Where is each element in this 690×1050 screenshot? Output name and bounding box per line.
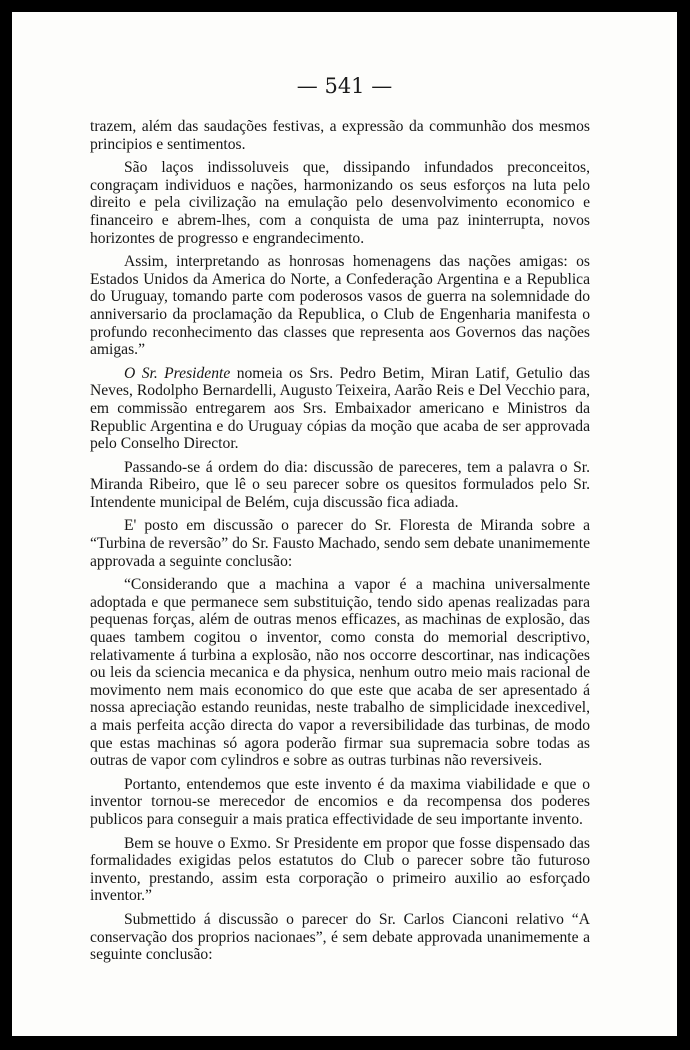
page-number-header: — 541 —: [296, 74, 393, 98]
document-page: [12, 12, 677, 1036]
paragraph-presidente-text: nomeia os Srs. Pedro Betim, Miran Latif, Getulio das Neves, Rodolpho Bernardelli, Augusto Teixeira, Aarão Reis e Del Vecchio para, em commissão entregarem aos Srs. Embaixador americano e Ministros da Republic Argentina e do Uruguay cópias da moção que acaba de ser approvada pelo Conselho Director.: [90, 364, 590, 453]
paragraph-presidente: [90, 365, 590, 453]
page-body: [90, 118, 590, 970]
speaker-label: O Sr. Presidente: [124, 364, 231, 382]
paragraph-lacos: São laços indissoluveis que, dissipando infundados preconceitos, congraçam individuos e nações, harmonizando os seus esforços na luta pelo direito e pela civilização na emulação pelo desenvolvimento economico e financeiro e abrem-lhes, com a conquista de uma paz ininterrupta, novos horizontes de progresso e engrandecimento.: [90, 159, 590, 247]
paragraph-continuation: trazem, além das saudações festivas, a expressão da communhão dos mesmos principios e sentimentos.: [90, 118, 590, 153]
paragraph-submettido: Submettido á discussão o parecer do Sr. Carlos Cianconi relativo “A conservação dos proprios nacionaes”, é sem debate approvada unanimemente a seguinte conclusão:: [90, 910, 590, 964]
paragraph-bem-se-houve: Bem se houve o Exmo. Sr Presidente em propor que fosse dispensado das formalidades exigidas pelos estatutos do Club o parecer sobre tão futuroso invento, prestando, assim esta corporação o primeiro auxilio ao esforçado inventor.”: [90, 834, 590, 905]
paragraph-assim: Assim, interpretando as honrosas homenagens das nações amigas: os Estados Unidos da America do Norte, a Confederação Argentina e a Republica do Uruguay, tomando parte com poderosos vasos de guerra na solemnidade do anniversario da proclamação da Republica, o Club de Engenharia manifesta o profundo reconhecimento das classes que representa aos Governos das nações amigas.”: [90, 253, 590, 359]
paragraph-ordem-do-dia: Passando-se á ordem do dia: discussão de pareceres, tem a palavra o Sr. Miranda Ribeiro, que lê o seu parecer sobre os quesitos formulados pelo Sr. Intendente municipal de Belém, cuja discussão fica adiada.: [90, 458, 590, 511]
paragraph-turbina: E' posto em discussão o parecer do Sr. Floresta de Miranda sobre a “Turbina de reversão” do Sr. Fausto Machado, sendo sem debate unanimemente approvada a seguinte conclusão:: [90, 517, 590, 570]
paragraph-portanto: Portanto, entendemos que este invento é da maxima viabilidade e que o inventor tornou-se merecedor de encomios e da recompensa dos poderes publicos para conseguir a mais pratica effectividade de seu importante invento.: [90, 775, 590, 828]
paragraph-considerando: “Considerando que a machina a vapor é a machina universalmente adoptada e que permanece sem substituição, tendo sido apenas realizadas para pequenas forças, além de outras menos efficazes, as machinas de explosão, das quaes tambem cogitou o inventor, como consta do memorial descriptivo, relativamente á turbina a explosão, não nos occorre descortinar, nas indicações ou leis da sciencia mecanica e da physica, nenhum outro meio mais racional de movimento nem mais economico do que este que acaba de ser apresentado á nossa apreciação estando reunidas, neste trabalho de simplicidade inexcedivel, a mais perfeita acção directa do vapor a reversibilidade das turbinas, de modo que estas machinas só agora poderão firmar sua supremacia sobre todas as outras de vapor com cylindros e sobre as outras turbinas não reversiveis.: [90, 576, 590, 770]
